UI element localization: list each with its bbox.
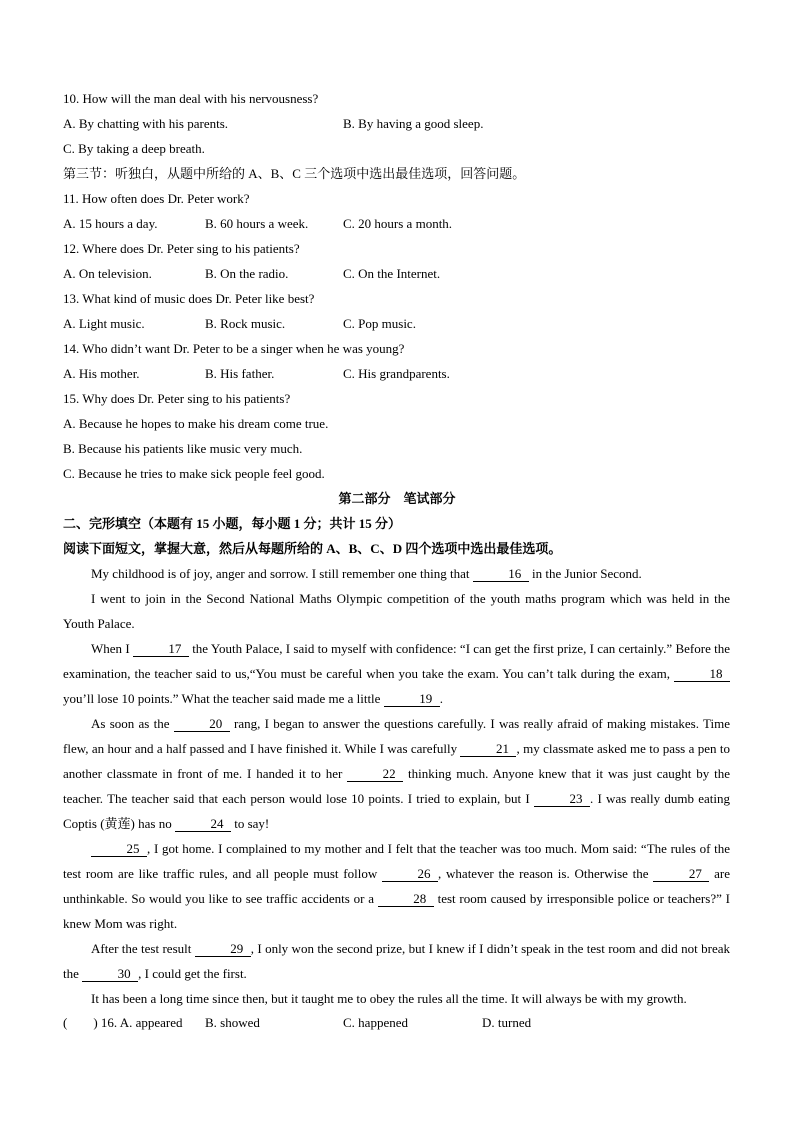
question-15-stem: 15. Why does Dr. Peter sing to his patients? <box>63 391 291 406</box>
question-10-option-b: B. By having a good sleep. <box>343 116 484 131</box>
blank-27: 27 <box>653 866 709 882</box>
blank-30: 30 <box>82 966 138 982</box>
blank-28: 28 <box>378 891 434 907</box>
question-13-option-c: C. Pop music. <box>343 316 416 331</box>
question-14-option-a: A. His mother. <box>63 366 140 381</box>
blank-25: 25 <box>91 841 147 857</box>
question-11-stem: 11. How often does Dr. Peter work? <box>63 191 250 206</box>
passage-paragraph-2: I went to join in the Second National Maths Olympic competition of the youth maths program which was held in the Youth Palace. <box>63 591 730 631</box>
passage-paragraph-4: As soon as the 20 rang, I began to answer the questions carefully. I was really afraid of making mistakes. Time flew, an hour and a half passed and I have finished it. While I was carefully 21 , my classmate asked me to pass a pen to another classmate in front of me. I handed it to her 22 thinking much. Anyone knew that it was just caught by the teacher. The teacher said that each person would lose 10 points. I tried to explain, but I 23 . I was really dumb eating Coptis (黄莲) has no 24 to say! <box>63 716 731 831</box>
question-15-option-c: C. Because he tries to make sick people feel good. <box>63 466 325 481</box>
blank-18: 18 <box>674 666 730 682</box>
cloze-section-title: 二、完形填空（本题有 15 小题，每小题 1 分；共计 15 分） <box>63 516 402 531</box>
question-10-option-a: A. By chatting with his parents. <box>63 116 229 131</box>
passage-paragraph-7: It has been a long time since then, but it taught me to obey the rules all the time. It will always be with my growth. <box>91 991 687 1006</box>
question-13-option-b: B. Rock music. <box>205 316 286 331</box>
question-12-option-c: C. On the Internet. <box>343 266 441 281</box>
question-13-stem: 13. What kind of music does Dr. Peter like best? <box>63 291 315 306</box>
blank-21: 21 <box>460 741 516 757</box>
question-15-option-b: B. Because his patients like music very much. <box>63 441 303 456</box>
question-14-stem: 14. Who didn’t want Dr. Peter to be a singer when he was young? <box>63 341 405 356</box>
blank-20: 20 <box>174 716 230 732</box>
question-11-option-a: A. 15 hours a day. <box>63 216 158 231</box>
question-11-option-c: C. 20 hours a month. <box>343 216 453 231</box>
question-16-option-a: ( ) 16. A. appeared <box>63 1015 183 1030</box>
blank-17: 17 <box>133 641 189 657</box>
blank-29: 29 <box>195 941 251 957</box>
question-12-option-b: B. On the radio. <box>205 266 289 281</box>
question-16-option-b: B. showed <box>205 1015 260 1030</box>
question-12-stem: 12. Where does Dr. Peter sing to his patients? <box>63 241 300 256</box>
question-14-option-b: B. His father. <box>205 366 275 381</box>
question-13-option-a: A. Light music. <box>63 316 145 331</box>
blank-23: 23 <box>534 791 590 807</box>
question-16-option-c: C. happened <box>343 1015 408 1030</box>
question-15-option-a: A. Because he hopes to make his dream come true. <box>63 416 329 431</box>
question-12-option-a: A. On television. <box>63 266 152 281</box>
part2-title: 第二部分 笔试部分 <box>338 491 456 506</box>
cloze-instruction: 阅读下面短文，掌握大意，然后从每题所给的 A、B、C、D 四个选项中选出最佳选项。 <box>63 541 562 556</box>
question-16-option-d: D. turned <box>482 1015 532 1030</box>
passage-paragraph-6: After the test result 29 , I only won the second prize, but I knew if I didn’t speak in the test room and did not break the 30 , I could get the first. <box>63 941 730 981</box>
question-14-option-c: C. His grandparents. <box>343 366 450 381</box>
blank-16: 16 <box>473 566 529 582</box>
question-10-option-c: C. By taking a deep breath. <box>63 141 205 156</box>
section3-instruction: 第三节：听独白，从题中所给的 A、B、C 三个选项中选出最佳选项，回答问题。 <box>63 166 526 181</box>
blank-26: 26 <box>382 866 438 882</box>
passage-paragraph-1: My childhood is of joy, anger and sorrow. I still remember one thing that 16 in the Junior Second. <box>91 566 642 581</box>
passage-paragraph-5: 25 , I got home. I complained to my mother and I felt that the teacher was too much. Mom said: “The rules of the test room are like traffic rules, and all people must follow 26 , whatever the reason is. Otherwise the 27 are unthinkable. So would you like to see traffic accidents or a 28 test room caused by irresponsible police or teachers?” I knew Mom was right. <box>63 841 730 931</box>
blank-19: 19 <box>384 691 440 707</box>
blank-22: 22 <box>347 766 403 782</box>
question-11-option-b: B. 60 hours a week. <box>205 216 309 231</box>
passage-paragraph-3: When I 17 the Youth Palace, I said to myself with confidence: “I can get the first prize, I can certainly.” Before the examination, the teacher said to us,“You must be careful when you take the exam. You can’t talk during the exam, 18 you’ll lose 10 points.” What the teacher said made me a little 19 . <box>63 641 730 706</box>
question-10-stem: 10. How will the man deal with his nervousness? <box>63 91 319 106</box>
blank-24: 24 <box>175 816 231 832</box>
